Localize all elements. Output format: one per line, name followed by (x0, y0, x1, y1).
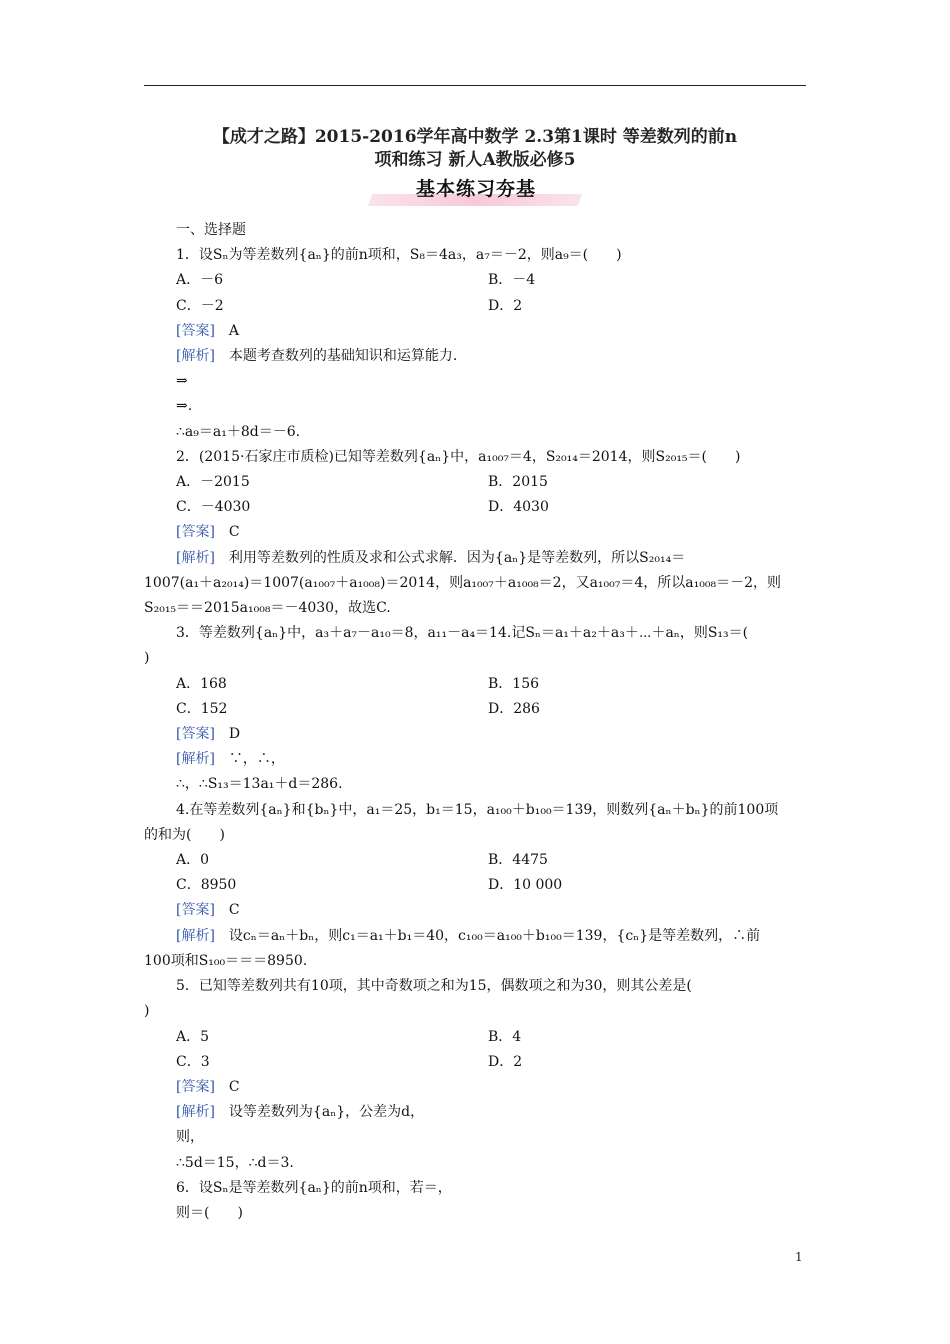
option: D．2 (488, 297, 523, 314)
tag-content: 设cₙ＝aₙ＋bₙ，则c₁＝a₁＋b₁＝40，c₁₀₀＝a₁₀₀＋b₁₀₀＝139，{cₙ}是等差数列，∴前 (214, 927, 761, 944)
tag-content: C (214, 902, 240, 919)
title-line-1: 【成才之路】2015-2016学年高中数学 2.3第1课时 等差数列的前n (212, 127, 738, 147)
answer-line (144, 924, 806, 949)
option: C．8950 (176, 877, 237, 894)
option: A．168 (176, 675, 227, 692)
text-line: ∴5d＝15，∴d＝3. (176, 1154, 294, 1171)
tag-label: [答案] (176, 322, 215, 339)
text-line: 4.在等差数列{aₙ}和{bₙ}中，a₁＝25，b₁＝15，a₁₀₀＋b₁₀₀＝139，则数列{aₙ＋bₙ}的前100项 (176, 801, 779, 818)
answer-line (144, 898, 806, 923)
tag-content: A (214, 322, 240, 339)
text-line: 3．等差数列{aₙ}中，a₃＋a₇－a₁₀＝8，a₁₁－a₄＝14.记Sₙ＝a₁＋a₂＋a₃＋⋯＋aₙ，则S₁₃＝( (176, 625, 749, 642)
option: B．4 (488, 1028, 522, 1045)
option: D．2 (488, 1053, 523, 1070)
option: B．2015 (488, 474, 548, 491)
option: B．－4 (488, 272, 536, 289)
option: A．－2015 (176, 474, 250, 491)
text-line: ) (144, 650, 150, 667)
answer-line (144, 520, 806, 545)
tag-content: 利用等差数列的性质及求和公式求解．因为{aₙ}是等差数列，所以S₂₀₁₄＝ (214, 549, 686, 566)
option-row (144, 848, 806, 873)
text-line: 100项和S₁₀₀＝＝＝8950. (144, 952, 308, 969)
option: D．10 000 (488, 877, 563, 894)
text-line: 5．已知等差数列共有10项，其中奇数项之和为15，偶数项之和为30，则其公差是( (176, 978, 692, 995)
option-row (144, 268, 806, 293)
option: A．0 (176, 852, 210, 869)
option: B．156 (488, 675, 540, 692)
page-number: 1 (795, 1250, 803, 1264)
tag-label: [解析] (176, 1104, 215, 1121)
tag-content: ∵，∴， (214, 751, 285, 768)
text-line: 则， (176, 1129, 204, 1146)
answer-line (144, 344, 806, 369)
text-line: ⇒. (176, 398, 193, 415)
text-line: ) (144, 1003, 150, 1020)
title-line-2: 项和练习 新人A教版必修5 (374, 150, 576, 170)
tag-content: C (214, 1078, 240, 1095)
answer-line (144, 747, 806, 772)
option: B．4475 (488, 852, 548, 869)
text-line: S₂₀₁₅＝＝2015a₁₀₀₈＝－4030，故选C. (144, 600, 391, 617)
answer-line (144, 722, 806, 747)
option: C．－4030 (176, 499, 251, 516)
text-line: 1007(a₁＋a₂₀₁₄)＝1007(a₁₀₀₇＋a₁₀₀₈)＝2014，则a₁₀₀₇＋a₁₀₀₈＝2，又a₁₀₀₇＝4，所以a₁₀₀₈＝－2，则 (144, 574, 781, 591)
option: A．－6 (176, 272, 224, 289)
option-row (144, 873, 806, 898)
banner-text: 基本练习夯基 (415, 178, 536, 200)
answer-line (144, 319, 806, 344)
tag-label: [解析] (176, 549, 215, 566)
option: C．－2 (176, 297, 224, 314)
question-lines (144, 243, 806, 1226)
text-line: 则＝( ) (176, 1204, 243, 1221)
tag-content: 本题考查数列的基础知识和运算能力. (214, 348, 458, 365)
option: C．3 (176, 1053, 210, 1070)
text-line: ⇒ (176, 373, 188, 390)
tag-content: C (214, 524, 240, 541)
text-line: 1．设Sₙ为等差数列{aₙ}的前n项和，S₈＝4a₃，a₇＝－2，则a₉＝( ) (176, 247, 622, 264)
option-row (144, 1050, 806, 1075)
option-row (144, 495, 806, 520)
option: D．4030 (488, 499, 549, 516)
header-rule (144, 85, 806, 86)
tag-label: [解析] (176, 348, 215, 365)
option: D．286 (488, 700, 540, 717)
section-heading: 一、选择题 (176, 222, 246, 238)
document-body (144, 218, 806, 1226)
answer-line (144, 1075, 806, 1100)
tag-label: [答案] (176, 1078, 215, 1095)
option-row (144, 294, 806, 319)
tag-label: [解析] (176, 927, 215, 944)
tag-label: [解析] (176, 751, 215, 768)
option: A．5 (176, 1028, 210, 1045)
option-row (144, 672, 806, 697)
text-line: ∴a₉＝a₁＋8d＝－6. (176, 423, 301, 440)
option: C．152 (176, 700, 228, 717)
text-line: 2．(2015·石家庄市质检)已知等差数列{aₙ}中，a₁₀₀₇＝4，S₂₀₁₄＝2014，则S₂₀₁₅＝( ) (176, 448, 741, 465)
document-title (144, 126, 806, 172)
answer-line (144, 546, 806, 571)
option-row (144, 697, 806, 722)
option-row (144, 470, 806, 495)
tag-label: [答案] (176, 726, 215, 743)
option-row (144, 1025, 806, 1050)
tag-label: [答案] (176, 902, 215, 919)
text-line: 的和为( ) (144, 826, 225, 843)
tag-content: D (214, 726, 241, 743)
tag-content: 设等差数列为{aₙ}，公差为d， (214, 1104, 425, 1121)
tag-label: [答案] (176, 524, 215, 541)
answer-line (144, 1100, 806, 1125)
section-banner (360, 174, 592, 212)
text-line: ∴，∴S₁₃＝13a₁＋d＝286. (176, 776, 343, 793)
text-line: 6．设Sₙ是等差数列{aₙ}的前n项和，若＝， (176, 1179, 452, 1196)
